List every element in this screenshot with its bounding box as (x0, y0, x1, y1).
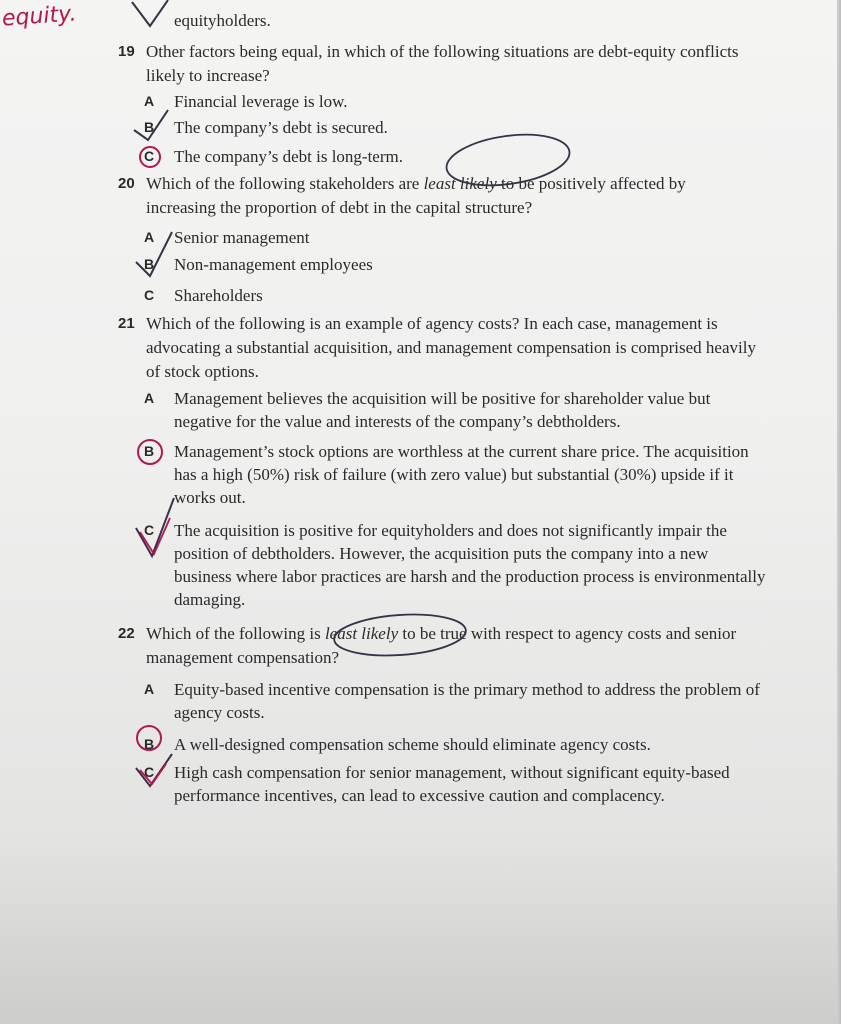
question-number: 20 (118, 175, 135, 192)
question-19 (118, 40, 758, 88)
margin-note: equity. (1, 1, 78, 32)
top-fragment: equityholders. (174, 11, 271, 30)
question-number: 19 (118, 43, 135, 60)
question-text: Which of the following is least likely to be true with respect to agency costs and senior management compensation? (146, 624, 737, 667)
option-22-b[interactable]: B A well-designed compensation scheme should eliminate agency costs. (144, 735, 651, 754)
question-number: 21 (118, 315, 135, 332)
question-number: 22 (118, 625, 135, 642)
question-text: Which of the following stakeholders are least likely to be positively affected by increasing the proportion of debt in the capital structure? (146, 174, 686, 217)
question-21 (118, 312, 758, 384)
option-22-c[interactable]: C High cash compensation for senior management, without significant equity-based performance incentives, can lead to excessive caution and complacency. (144, 763, 730, 805)
page-shadow (0, 840, 841, 1024)
option-20-c[interactable]: C Shareholders (144, 286, 263, 305)
option-21-b[interactable]: B Management’s stock options are worthless at the current share price. The acquisition has a high (50%) risk of failure (with zero value) but substantial (30%) upside if it works out. (144, 442, 749, 507)
option-19-c[interactable]: C The company’s debt is long-term. (144, 147, 403, 166)
option-20-a[interactable]: A Senior management (144, 228, 310, 247)
option-19-b[interactable]: B The company’s debt is secured. (144, 118, 388, 137)
option-19-a[interactable]: A Financial leverage is low. (144, 92, 348, 111)
option-22-a[interactable]: A Equity-based incentive compensation is the primary method to address the problem of agency costs. (144, 680, 760, 722)
question-text: Which of the following is an example of agency costs? In each case, management is advocating a substantial acquisition, and management compensation is comprised heavily of stock options. (146, 314, 756, 381)
page-edge (837, 0, 841, 1024)
option-21-a[interactable]: A Management believes the acquisition will be positive for shareholder value but negative for the value and interests of the company’s debtholders. (144, 389, 711, 431)
option-21-c[interactable]: C The acquisition is positive for equityholders and does not significantly impair the position of debtholders. However, the acquisition puts the company into a new business where labor practices are harsh and the production process is environmentally damaging. (144, 521, 766, 609)
question-20 (118, 172, 758, 220)
question-text: Other factors being equal, in which of the following situations are debt-equity conflicts likely to increase? (146, 42, 739, 85)
option-20-b[interactable]: B Non-management employees (144, 255, 373, 274)
question-22 (118, 622, 758, 670)
